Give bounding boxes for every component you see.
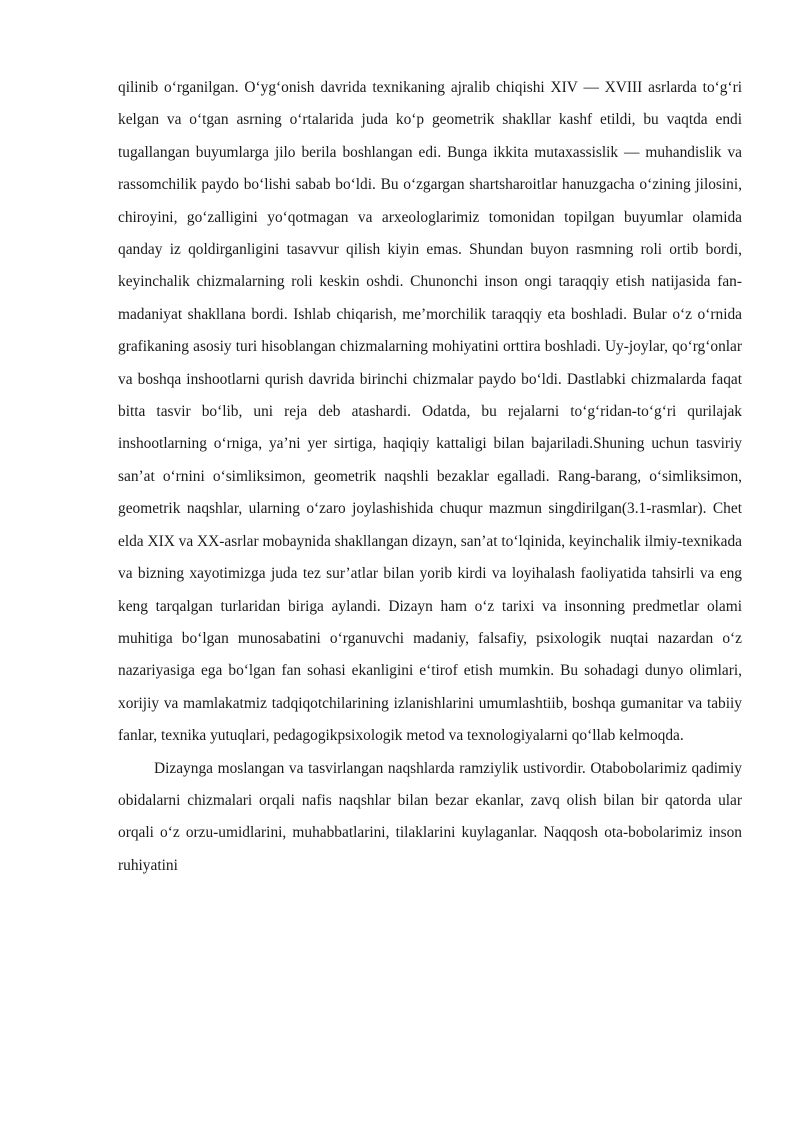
paragraph-continued: qilinib o‘rganilgan. O‘yg‘onish davrida texnikaning ajralib chiqishi XIV — XVIII asrlarda to‘g‘ri kelgan va o‘tgan asrning o‘rtalarida juda ko‘p geometrik shakllar kashf etildi, bu vaqtda endi tugallangan buyumlarga jilo berila boshlangan edi. Bunga ikkita mutaxassislik — muhandislik va rassomchilik paydo bo‘lishi sabab bo‘ldi. Bu o‘zgargan shartsharoitlar hanuzgacha o‘zining jilosini, chiroyini, go‘zalligini yo‘qotmagan va arxeologlarimiz tomonidan topilgan buyumlar olamida qanday iz qoldirganligini tasavvur qilish kiyin emas. Shundan buyon rasmning roli ortib bordi, keyinchalik chizmalarning roli keskin oshdi. Chunonchi inson ongi taraqqiy etish natijasida fan-madaniyat shakllana bordi. Ishlab chiqarish, me’morchilik taraqqiy eta boshladi. Bular o‘z o‘rnida grafikaning asosiy turi hisoblangan chizmalarning mohiyatini orttira boshladi. Uy-joylar, qo‘rg‘onlar va boshqa inshootlarni qurish davrida birinchi chizmalar paydo bo‘ldi. Dastlabki chizmalarda faqat bitta tasvir bo‘lib, uni reja deb atashardi. Odatda, bu rejalarni to‘g‘ridan-to‘g‘ri qurilajak inshootlarning o‘rniga, ya’ni yer sirtiga, haqiqiy kattaligi bilan bajariladi.Shuning uchun tasviriy san’at o‘rnini o‘simliksimon, geometrik naqshli bezaklar egalladi. Rang-barang, o‘simliksimon, geometrik naqshlar, ularning o‘zaro joylashishida chuqur mazmun singdirilgan(3.1-rasmlar). Chet elda XIX va XX-asrlar mobaynida shakllangan dizayn, san’at to‘lqinida, keyinchalik ilmiy-texnikada va bizning xayotimizga juda tez sur’atlar bilan yorib kirdi va loyihalash faoliyatida tahsirli va eng keng tarqalgan turlaridan biriga aylandi. Dizayn ham o‘z tarixi va insonning predmetlar olami muhitiga bo‘lgan munosabatini o‘rganuvchi madaniy, falsafiy, psixologik nuqtai nazardan o‘z nazariyasiga ega bo‘lgan fan sohasi ekanligini e‘tirof etish mumkin. Bu sohadagi dunyo olimlari, xorijiy va mamlakatmiz tadqiqotchilarining izlanishlarini umumlashtiib, boshqa gumanitar va tabiiy fanlar, texnika yutuqlari, pedagogikpsixologik metod va texnologiyalarni qo‘llab kelmoqda.: [118, 79, 742, 745]
document-page: [118, 72, 742, 882]
paragraph-dizayn-naqshlar: Dizaynga moslangan va tasvirlangan naqshlarda ramziylik ustivordir. Otabobolarimiz qadimiy obidalarni chizmalari orqali nafis naqshlar bilan bezar ekanlar, zavq olish bilan bir qatorda ular orqali o‘z orzu-umidlarini, muhabbatlarini, tilaklarini kuylaganlar. Naqqosh ota-bobolarimiz inson ruhiyatini: [118, 759, 742, 874]
